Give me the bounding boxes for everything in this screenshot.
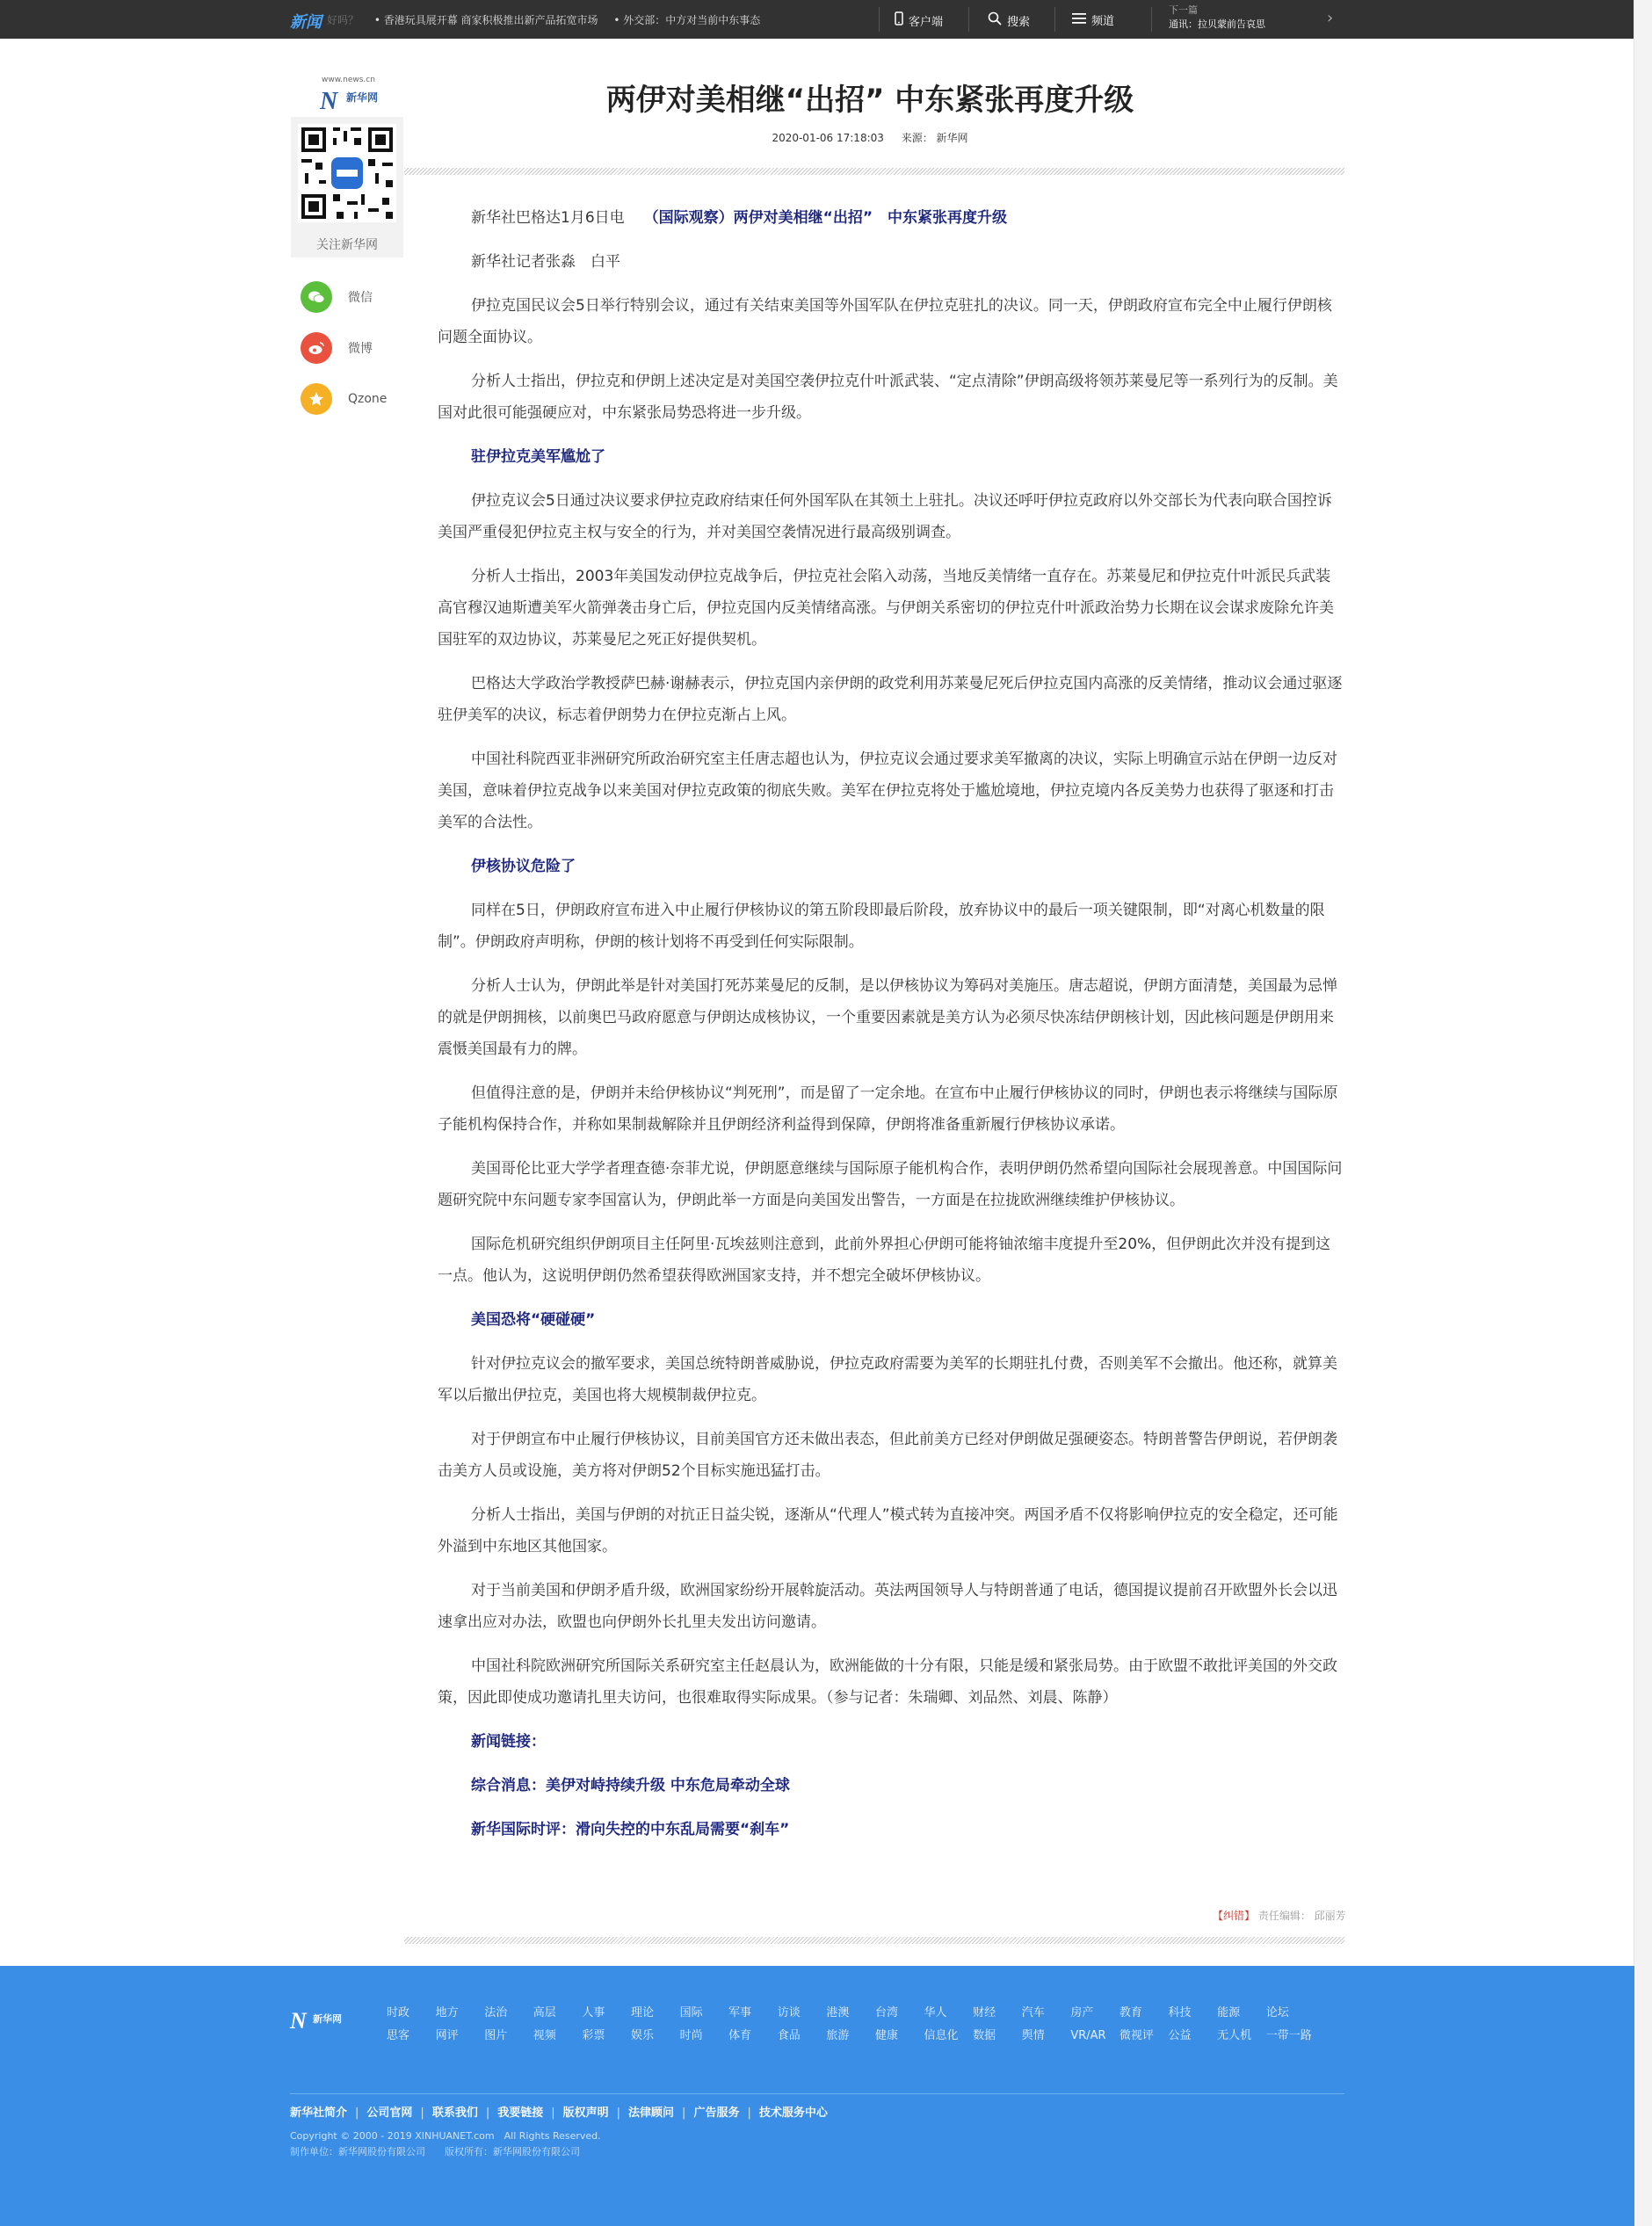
news-ticker[interactable] xyxy=(327,12,889,27)
share-label: Qzone xyxy=(348,392,388,406)
article-paragraph: 美国哥伦比亚大学学者理查德·奈菲尤说，伊朗愿意继续与国际原子能机构合作，表明伊朗仍然希望向国际社会展现善意。中国国际问题研究院中东问题专家李国富认为，伊朗此举一方面是向美国发出警告，一方面是在拉拢欧洲继续维护伊核协议。 xyxy=(438,1160,1343,1209)
link-separator: | xyxy=(485,2106,490,2120)
footer-nav-item[interactable]: 时政 xyxy=(387,2006,410,2019)
link-separator: | xyxy=(355,2106,359,2120)
article-paragraph: 分析人士认为，伊朗此举是针对美国打死苏莱曼尼的反制，是以伊核协议为筹码对美施压。唐志超说，伊朗方面清楚，美国最为忌惮的就是伊朗拥核，以前奥巴马政府愿意与伊朗达成核协议，一个重要因素就是美方认为必须尽快冻结伊朗核计划，因此核问题是伊朗用来震慑美国最有力的牌。 xyxy=(438,977,1337,1058)
footer-nav-item[interactable]: 教育 xyxy=(1119,2006,1142,2019)
footer-nav-item[interactable]: 汽车 xyxy=(1021,2006,1045,2019)
footer-nav-item[interactable]: 无人机 xyxy=(1217,2029,1252,2042)
article-paragraph: 中国社科院西亚非洲研究所政治研究室主任唐志超也认为，伊拉克议会通过要求美军撤离的决议，实际上明确宣示站在伊朗一边反对美国，意味着伊拉克战争以来美国对伊拉克政策的彻底失败。美军在伊拉克将处于尴尬境地，伊拉克境内各反美势力也获得了驱逐和打击美军的合法性。 xyxy=(438,750,1337,831)
next-article-link[interactable] xyxy=(1169,4,1265,32)
footer-nav-item[interactable]: 体育 xyxy=(728,2029,752,2042)
footer xyxy=(0,1966,1634,2226)
footer-nav-item[interactable]: 信息化 xyxy=(924,2029,959,2042)
dateline: 新华社巴格达1月6日电 xyxy=(471,209,625,227)
article-paragraph: 对于当前美国和伊朗矛盾升级，欧洲国家纷纷开展斡旋活动。英法两国领导人与特朗普通了电话，德国提议提前召开欧盟外长会以迅速拿出应对办法，欧盟也向伊朗外长扎里夫发出访问邀请。 xyxy=(438,1582,1337,1631)
footer-nav-item[interactable]: 图片 xyxy=(484,2029,508,2042)
footer-nav-item[interactable]: 地方 xyxy=(435,2006,459,2019)
qr-panel xyxy=(291,117,403,257)
section-heading: 美国恐将“硬碰硬” xyxy=(471,1311,596,1329)
link-separator: | xyxy=(616,2106,621,2120)
channel-label: 频道 xyxy=(1091,15,1115,28)
search-icon xyxy=(988,11,1002,29)
divider xyxy=(1054,7,1055,32)
footer-link[interactable]: 广告服务 xyxy=(693,2106,740,2120)
article-paragraph: 伊拉克国民议会5日举行特别会议，通过有关结束美国等外国军队在伊拉克驻扎的决议。同一天，伊朗政府宣布完全中止履行伊朗核问题全面协议。 xyxy=(438,297,1332,346)
footer-nav-item[interactable]: 食品 xyxy=(777,2029,801,2042)
divider xyxy=(1151,7,1152,32)
footer-nav-item[interactable]: 彩票 xyxy=(582,2029,605,2042)
wechat-icon xyxy=(301,281,332,313)
top-bar xyxy=(0,0,1634,39)
footer-nav-item[interactable]: 舆情 xyxy=(1021,2029,1045,2042)
footer-nav-item[interactable]: 科技 xyxy=(1168,2006,1192,2019)
ticker-item[interactable]: • 香港玩具展开幕 商家积极推出新产品拓宽市场 xyxy=(373,14,598,26)
footer-logo[interactable] xyxy=(290,2005,351,2041)
article-body xyxy=(438,202,1343,1858)
footer-link[interactable]: 我要链接 xyxy=(497,2106,544,2120)
link-separator: | xyxy=(747,2106,751,2120)
footer-nav-item[interactable]: 财经 xyxy=(973,2006,996,2019)
footer-link[interactable]: 新华社简介 xyxy=(290,2106,348,2120)
lead-headline: （国际观察）两伊对美相继“出招” 中东紧张再度升级 xyxy=(643,209,1007,227)
ticker-item[interactable]: 好吗？ xyxy=(327,14,359,26)
footer-link[interactable]: 技术服务中心 xyxy=(758,2106,828,2120)
article-meta xyxy=(404,130,1336,145)
footer-links xyxy=(290,2103,828,2120)
footer-nav-item[interactable]: 时尚 xyxy=(679,2029,703,2042)
footer-nav-item[interactable]: 论坛 xyxy=(1265,2006,1289,2019)
share-wechat[interactable] xyxy=(301,281,373,313)
article-source: 来源： 新华网 xyxy=(901,132,968,144)
divider xyxy=(968,7,969,32)
footer-nav-item[interactable]: 娱乐 xyxy=(630,2029,654,2042)
footer-nav-item[interactable]: 思客 xyxy=(387,2029,410,2042)
link-separator: | xyxy=(551,2106,555,2120)
article-paragraph: 国际危机研究组织伊朗项目主任阿里·瓦埃兹则注意到，此前外界担心伊朗可能将铀浓缩丰度提升至20%，但伊朗此次并没有提到这一点。他认为，这说明伊朗仍然希望获得欧洲国家支持，并不想完全破坏伊核协议。 xyxy=(438,1236,1331,1285)
share-qzone[interactable] xyxy=(301,383,387,415)
footer-nav-item[interactable]: 华人 xyxy=(924,2006,947,2019)
weibo-icon xyxy=(301,332,332,364)
editor-name: 责任编辑： 邱丽芳 xyxy=(1257,1910,1346,1922)
article-paragraph: 中国社科院欧洲研究所国际关系研究室主任赵晨认为，欧洲能做的十分有限，只能是缓和紧张局势。由于欧盟不敢批评美国的外交政策，因此即使成功邀请扎里夫访问，也很难取得实际成果。（参与记者：朱瑞卿、刘品然、刘晨、陈静） xyxy=(438,1657,1337,1707)
related-link[interactable]: 新华国际时评：滑向失控的中东乱局需要“刹车” xyxy=(471,1821,790,1838)
error-report-link[interactable]: 【纠错】 xyxy=(1213,1910,1256,1922)
footer-nav-item[interactable]: 军事 xyxy=(728,2006,752,2019)
link-separator: | xyxy=(682,2106,686,2120)
logo-url: www.news.cn xyxy=(322,76,375,84)
footer-nav-item[interactable]: 健康 xyxy=(874,2029,898,2042)
chevron-right-icon[interactable]: › xyxy=(1327,9,1334,27)
footer-logo-letter: N xyxy=(290,2008,307,2034)
next-title: 通讯：拉贝蒙前告哀思 xyxy=(1169,18,1265,30)
footer-link[interactable]: 法律顾问 xyxy=(628,2106,675,2120)
article-paragraph: 分析人士指出，美国与伊朗的对抗正日益尖锐，逐渐从“代理人”模式转为直接冲突。两国矛盾不仅将影响伊拉克的安全稳定，还可能外溢到中东地区其他国家。 xyxy=(438,1506,1338,1555)
top-logo[interactable]: 新闻 xyxy=(290,13,322,31)
share-label: 微博 xyxy=(348,342,373,356)
qr-code-icon xyxy=(298,124,396,222)
divider xyxy=(290,2093,1344,2094)
ticker-item[interactable]: • 外交部：中方对当前中东事态 xyxy=(613,14,761,26)
client-label: 客户端 xyxy=(909,15,944,29)
share-label: 微信 xyxy=(348,291,373,305)
search-button[interactable] xyxy=(988,11,1030,29)
article-paragraph: 新华社记者张淼 白平 xyxy=(471,253,620,271)
footer-nav-item[interactable]: 港澳 xyxy=(826,2006,850,2019)
article-paragraph: 分析人士指出，2003年美国发动伊拉克战争后，伊拉克社会陷入动荡，当地反美情绪一直存在。苏莱曼尼和伊拉克什叶派民兵武装高官穆汉迪斯遭美军火箭弹袭击身亡后，伊拉克国内反美情绪高涨。与伊朗关系密切的伊拉克什叶派政治势力长期在议会谋求废除允许美国驻军的双边协议，苏莱曼尼之死正好提供契机。 xyxy=(438,568,1334,649)
qzone-icon xyxy=(301,383,332,415)
footer-nav-item[interactable]: 一带一路 xyxy=(1265,2029,1312,2042)
logo-letter: N xyxy=(320,88,338,115)
qr-caption: 关注新华网 xyxy=(316,238,378,252)
scrollbar[interactable] xyxy=(1634,0,1652,2226)
footer-nav-item[interactable]: 旅游 xyxy=(826,2029,850,2042)
section-heading: 伊核协议危险了 xyxy=(471,858,576,875)
footer-nav-item[interactable]: VR/AR xyxy=(1070,2029,1106,2042)
footer-nav-item[interactable]: 能源 xyxy=(1217,2006,1241,2019)
article-title: 两伊对美相继“出招” 中东紧张再度升级 xyxy=(605,83,1134,118)
share-weibo[interactable] xyxy=(301,332,373,364)
footer-link[interactable]: 公司官网 xyxy=(366,2106,413,2120)
footer-nav-item[interactable]: 理论 xyxy=(630,2006,654,2019)
footer-link[interactable]: 版权声明 xyxy=(562,2106,609,2120)
footer-nav-item[interactable]: 视频 xyxy=(533,2029,556,2042)
logo-cn: 新华网 xyxy=(346,91,379,104)
divider xyxy=(404,168,1344,175)
footer-nav-item[interactable]: 人事 xyxy=(582,2006,605,2019)
footer-link[interactable]: 联系我们 xyxy=(431,2106,478,2120)
section-heading: 驻伊拉克美军尴尬了 xyxy=(471,448,605,466)
divider xyxy=(404,1937,1344,1944)
lead-paragraph xyxy=(438,202,1343,234)
footer-nav-row xyxy=(387,2003,1315,2019)
related-link[interactable]: 综合消息：美伊对峙持续升级 中东危局牵动全球 xyxy=(471,1777,790,1795)
link-separator: | xyxy=(420,2106,424,2120)
article-paragraph: 分析人士指出，伊拉克和伊朗上述决定是对美国空袭伊拉克什叶派武装、“定点清除”伊朗高级将领苏莱曼尼等一系列行为的反制。美国对此很可能强硬应对，中东紧张局势恐将进一步升级。 xyxy=(438,373,1338,422)
xinhua-logo[interactable] xyxy=(316,76,395,120)
footer-nav-item[interactable]: 数据 xyxy=(973,2029,996,2042)
footer-nav-item[interactable]: 法治 xyxy=(484,2006,508,2019)
related-link: 新闻链接： xyxy=(471,1733,546,1751)
footer-nav-item[interactable]: 台湾 xyxy=(874,2006,898,2019)
footer-nav-item[interactable]: 微视评 xyxy=(1119,2029,1154,2042)
phone-icon xyxy=(895,11,903,29)
article-paragraph: 对于伊朗宣布中止履行伊核协议，目前美国官方还未做出表态，但此前美方已经对伊朗做足强硬姿态。特朗普警告伊朗说，若伊朗袭击美方人员或设施，美方将对伊朗52个目标实施迅猛打击。 xyxy=(438,1431,1337,1480)
footer-nav-item[interactable]: 房产 xyxy=(1070,2006,1094,2019)
copyright: Copyright © 2000 - 2019 XINHUANET.com All Rights Reserved. xyxy=(290,2130,601,2142)
footer-nav-item[interactable]: 高层 xyxy=(533,2006,556,2019)
editor-info xyxy=(1213,1908,1346,1923)
footer-nav-item[interactable]: 公益 xyxy=(1168,2029,1192,2042)
footer-nav-item[interactable]: 访谈 xyxy=(777,2006,801,2019)
article-paragraph: 伊拉克议会5日通过决议要求伊拉克政府结束任何外国军队在其领土上驻扎。决议还呼吁伊拉克政府以外交部长为代表向联合国控诉美国严重侵犯伊拉克主权与安全的行为，并对美国空袭情况进行最高级别调查。 xyxy=(438,492,1332,541)
menu-icon xyxy=(1072,12,1086,28)
publish-date: 2020-01-06 17:18:03 xyxy=(772,132,884,144)
footer-nav-item[interactable]: 网评 xyxy=(435,2029,459,2042)
search-label: 搜索 xyxy=(1007,15,1031,29)
channel-button[interactable] xyxy=(1072,11,1114,28)
article-paragraph: 针对伊拉克议会的撤军要求，美国总统特朗普威胁说，伊拉克政府需要为美军的长期驻扎付费，否则美军不会撤出。他还称，就算美军以后撤出伊拉克，美国也将大规模制裁伊拉克。 xyxy=(438,1355,1337,1404)
divider xyxy=(879,7,880,32)
article-paragraph: 但值得注意的是，伊朗并未给伊核协议“判死刑”，而是留了一定余地。在宣布中止履行伊核协议的同时，伊朗也表示将继续与国际原子能机构保持合作，并称如果制裁解除并且伊朗经济利益得到保障，伊朗将准备重新履行伊核协议承诺。 xyxy=(438,1084,1338,1134)
footer-nav-row xyxy=(387,2026,1315,2042)
article-paragraph: 同样在5日，伊朗政府宣布进入中止履行伊核协议的第五阶段即最后阶段，放弃协议中的最后一项关键限制，即“对离心机数量的限制”。伊朗政府声明称，伊朗的核计划将不再受到任何实际限制。 xyxy=(438,902,1325,951)
footer-logo-cn: 新华网 xyxy=(313,2013,342,2025)
footer-nav-item[interactable]: 国际 xyxy=(679,2006,703,2019)
client-button[interactable] xyxy=(895,11,943,29)
producer-info: 制作单位：新华网股份有限公司 版权所有：新华网股份有限公司 xyxy=(290,2146,580,2157)
next-label: 下一篇 xyxy=(1169,4,1198,16)
article-paragraph: 巴格达大学政治学教授萨巴赫·谢赫表示，伊拉克国内亲伊朗的政党利用苏莱曼尼死后伊拉克国内高涨的反美情绪，推动议会通过驱逐驻伊美军的决议，标志着伊朗势力在伊拉克渐占上风。 xyxy=(438,675,1343,724)
